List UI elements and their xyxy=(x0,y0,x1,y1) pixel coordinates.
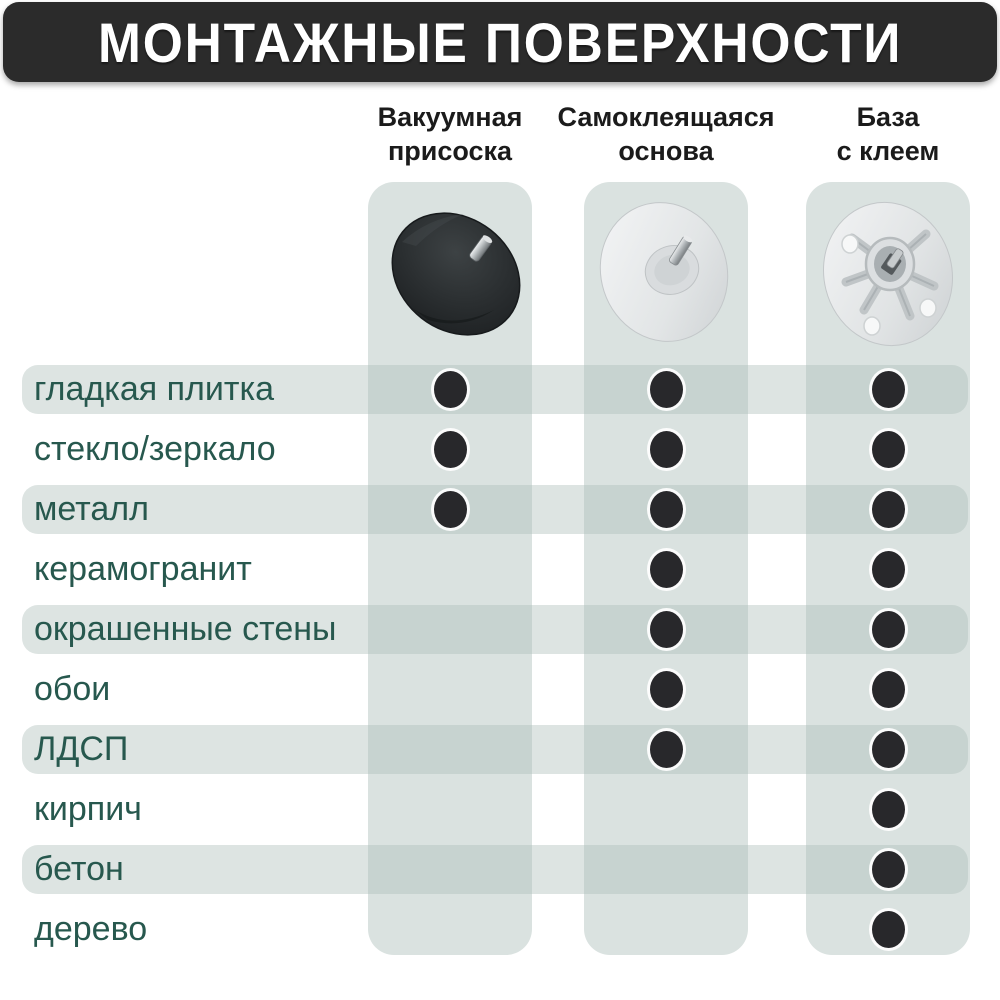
support-dot xyxy=(434,491,467,528)
support-dot xyxy=(872,491,905,528)
support-dot xyxy=(650,611,683,648)
table-row xyxy=(0,422,1000,482)
glue-base-photo xyxy=(806,190,970,358)
table-row xyxy=(0,482,1000,542)
table-row xyxy=(0,782,1000,842)
surface-label: стекло/зеркало xyxy=(34,430,276,468)
support-dot xyxy=(650,491,683,528)
surface-table xyxy=(0,362,1000,962)
surface-label: ЛДСП xyxy=(34,730,129,768)
column-header-line: Самоклеящаяся xyxy=(557,102,775,132)
surface-label: кирпич xyxy=(34,790,142,828)
column-header-glue-base xyxy=(778,100,998,168)
column-header-vacuum-suction xyxy=(340,100,560,168)
support-dot xyxy=(434,431,467,468)
column-header-line: с клеем xyxy=(836,136,940,166)
surface-label: дерево xyxy=(34,910,148,948)
row-stripe xyxy=(22,485,968,534)
support-dot xyxy=(872,671,905,708)
column-header-self-adhesive xyxy=(556,100,776,168)
surface-label: бетон xyxy=(34,850,124,888)
support-dot xyxy=(650,731,683,768)
column-header-line: присоска xyxy=(387,136,513,166)
column-header-line: База xyxy=(856,102,920,132)
support-dot xyxy=(650,431,683,468)
surface-label: обои xyxy=(34,670,111,708)
row-stripe xyxy=(22,845,968,894)
support-dot xyxy=(872,911,905,948)
table-row xyxy=(0,722,1000,782)
surface-label: керамогранит xyxy=(34,550,252,588)
table-row xyxy=(0,842,1000,902)
support-dot xyxy=(872,551,905,588)
support-dot xyxy=(434,371,467,408)
table-row xyxy=(0,902,1000,962)
table-row xyxy=(0,362,1000,422)
surface-label: металл xyxy=(34,490,149,528)
table-row xyxy=(0,542,1000,602)
column-header-line: основа xyxy=(618,136,714,166)
support-dot xyxy=(872,851,905,888)
row-stripe xyxy=(22,725,968,774)
surface-label: окрашенные стены xyxy=(34,610,337,648)
support-dot xyxy=(872,731,905,768)
page-title: МОНТАЖНЫЕ ПОВЕРХНОСТИ xyxy=(97,10,903,74)
table-row xyxy=(0,662,1000,722)
table-row xyxy=(0,602,1000,662)
support-dot xyxy=(872,611,905,648)
support-dot xyxy=(872,371,905,408)
surface-label: гладкая плитка xyxy=(34,370,274,408)
vacuum-suction-cup-photo xyxy=(368,190,532,358)
support-dot xyxy=(650,671,683,708)
support-dot xyxy=(650,551,683,588)
support-dot xyxy=(650,371,683,408)
support-dot xyxy=(872,791,905,828)
column-header-line: Вакуумная xyxy=(377,102,523,132)
support-dot xyxy=(872,431,905,468)
self-adhesive-base-photo xyxy=(584,190,748,358)
header-bar xyxy=(3,2,997,82)
